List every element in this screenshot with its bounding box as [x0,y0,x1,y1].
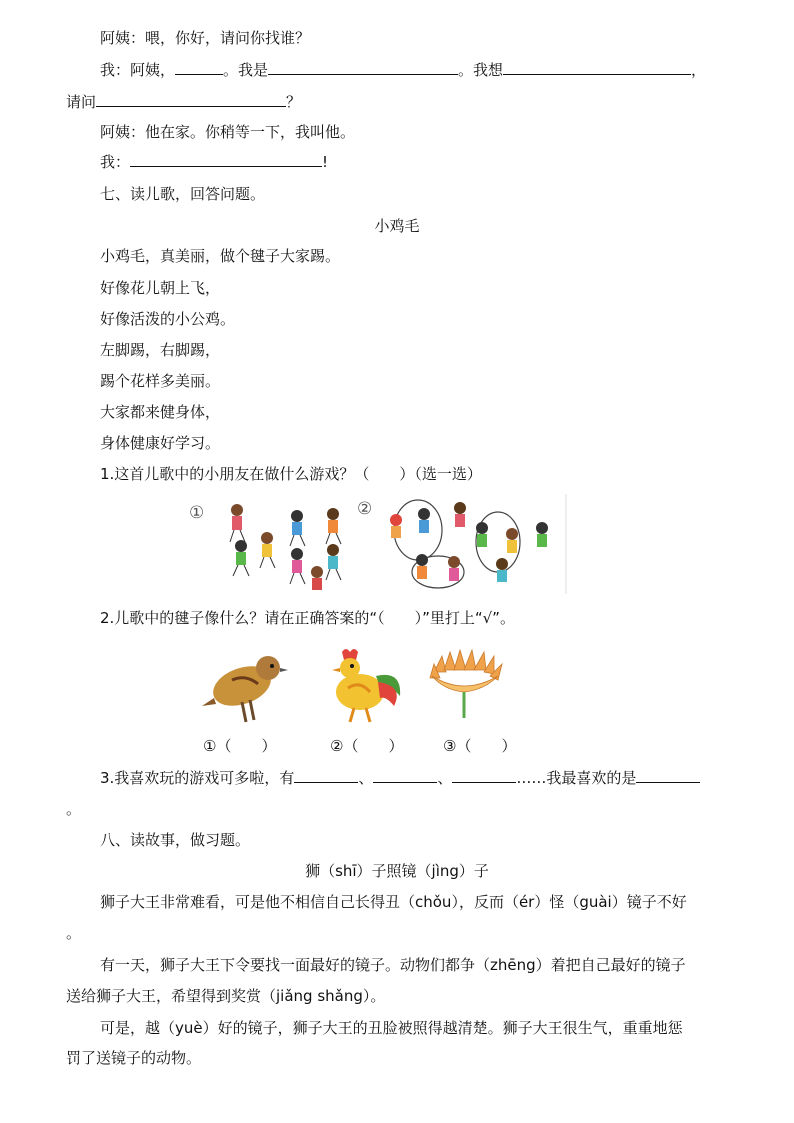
question-text: 、 [437,769,453,787]
answer-blank[interactable] [130,152,322,167]
child-figure [233,540,249,576]
answer-blank[interactable] [503,60,691,75]
child-figure [476,522,488,547]
answer-blank[interactable] [268,60,458,75]
answer-blank[interactable] [294,768,358,783]
dialogue-text: 我： [100,153,131,171]
child-figure [454,502,466,527]
question-text: 、 [358,769,374,787]
child-figure [311,566,323,590]
section-7-heading: 七、读儿歌，回答问题。 [100,185,266,203]
question-text: 3.我喜欢玩的游戏可多啦，有 [100,769,295,787]
child-figure [418,508,430,533]
dialogue-line-4: 阿姨：他在家。你稍等一下，我叫他。 [100,123,356,141]
child-figure [416,554,428,579]
question-2: 2.儿歌中的毽子像什么？请在正确答案的“（ ）”里打上“√”。 [100,609,515,627]
story-paragraph-1: 狮子大王非常难看，可是他不相信自己长得丑（chǒu），反而（ér）怪（guài）镜子不好 [100,893,687,911]
poem-line: 身体健康好学习。 [100,434,221,452]
question-text: ……我最喜欢的是 [516,769,637,787]
dialogue-text: ， [691,61,707,79]
poem-line: 好像活泼的小公鸡。 [100,310,236,328]
child-figure [506,528,518,553]
poem-title: 小鸡毛 [374,217,420,235]
child-figure [290,510,305,546]
child-figure [326,508,341,544]
story-paragraph-2-cont: 送给狮子大王，希望得到奖赏（jiǎng shǎng）。 [66,987,386,1005]
dialogue-text: 。我想 [458,61,504,79]
dialogue-line-3 [66,92,301,112]
answer-blank[interactable] [373,768,437,783]
option-2-label: ② [357,499,373,519]
option-sparrow[interactable]: ①（ ） [203,737,277,755]
question-3 [100,768,700,788]
answer-blank[interactable] [96,92,286,107]
child-figure [448,556,460,581]
child-figure [290,548,305,584]
answer-blank[interactable] [452,768,516,783]
jump-rope [394,500,442,560]
dialogue-text: 请问 [66,93,97,111]
option-rooster[interactable]: ②（ ） [330,737,404,755]
poem-line: 踢个花样多美丽。 [100,372,221,390]
question-1: 1.这首儿歌中的小朋友在做什么游戏？（ ）（选一选） [100,465,482,483]
dialogue-text: ？ [286,93,302,111]
child-figure [260,532,275,568]
answer-blank[interactable] [175,60,223,75]
child-figure [230,504,245,542]
sparrow-picture[interactable] [202,646,288,724]
poem-line: 左脚踢，右脚踢， [100,341,221,359]
dialogue-text: 。我是 [223,61,269,79]
child-figure [326,544,341,580]
dialogue-line-5 [100,152,328,172]
answer-blank[interactable] [636,768,700,783]
story-paragraph-3-cont: 罚了送镜子的动物。 [66,1049,202,1067]
dialogue-line-2 [100,60,706,80]
story-paragraph-2: 有一天，狮子大王下令要找一面最好的镜子。动物们都争（zhēng）着把自己最好的镜子 [100,956,686,974]
child-figure [390,514,402,538]
question-3-end: 。 [66,800,82,818]
poem-line: 大家都来健身体， [100,403,221,421]
kids-jumping-rope-picture[interactable] [378,494,568,594]
rooster-picture[interactable] [320,646,406,724]
option-flower[interactable]: ③（ ） [443,737,517,755]
dialogue-text: 我：阿姨， [100,61,176,79]
dialogue-text: ! [322,153,329,171]
story-paragraph-3: 可是，越（yuè）好的镜子，狮子大王的丑脸被照得越清楚。狮子大王很生气，重重地惩 [100,1019,683,1037]
dialogue-line-1: 阿姨：喂，你好，请问你找谁？ [100,29,311,47]
story-paragraph-1-end: 。 [66,924,82,942]
child-figure [536,522,548,547]
poem-line: 好像花儿朝上飞， [100,279,221,297]
story-title: 狮（shī）子照镜（jìng）子 [305,862,489,880]
child-figure [496,558,508,582]
kids-dancing-picture[interactable] [205,498,355,594]
option-1-label: ① [189,503,205,523]
flower-picture[interactable] [428,650,506,720]
section-8-heading: 八、读故事，做习题。 [100,831,251,849]
poem-line: 小鸡毛，真美丽，做个毽子大家踢。 [100,247,341,265]
